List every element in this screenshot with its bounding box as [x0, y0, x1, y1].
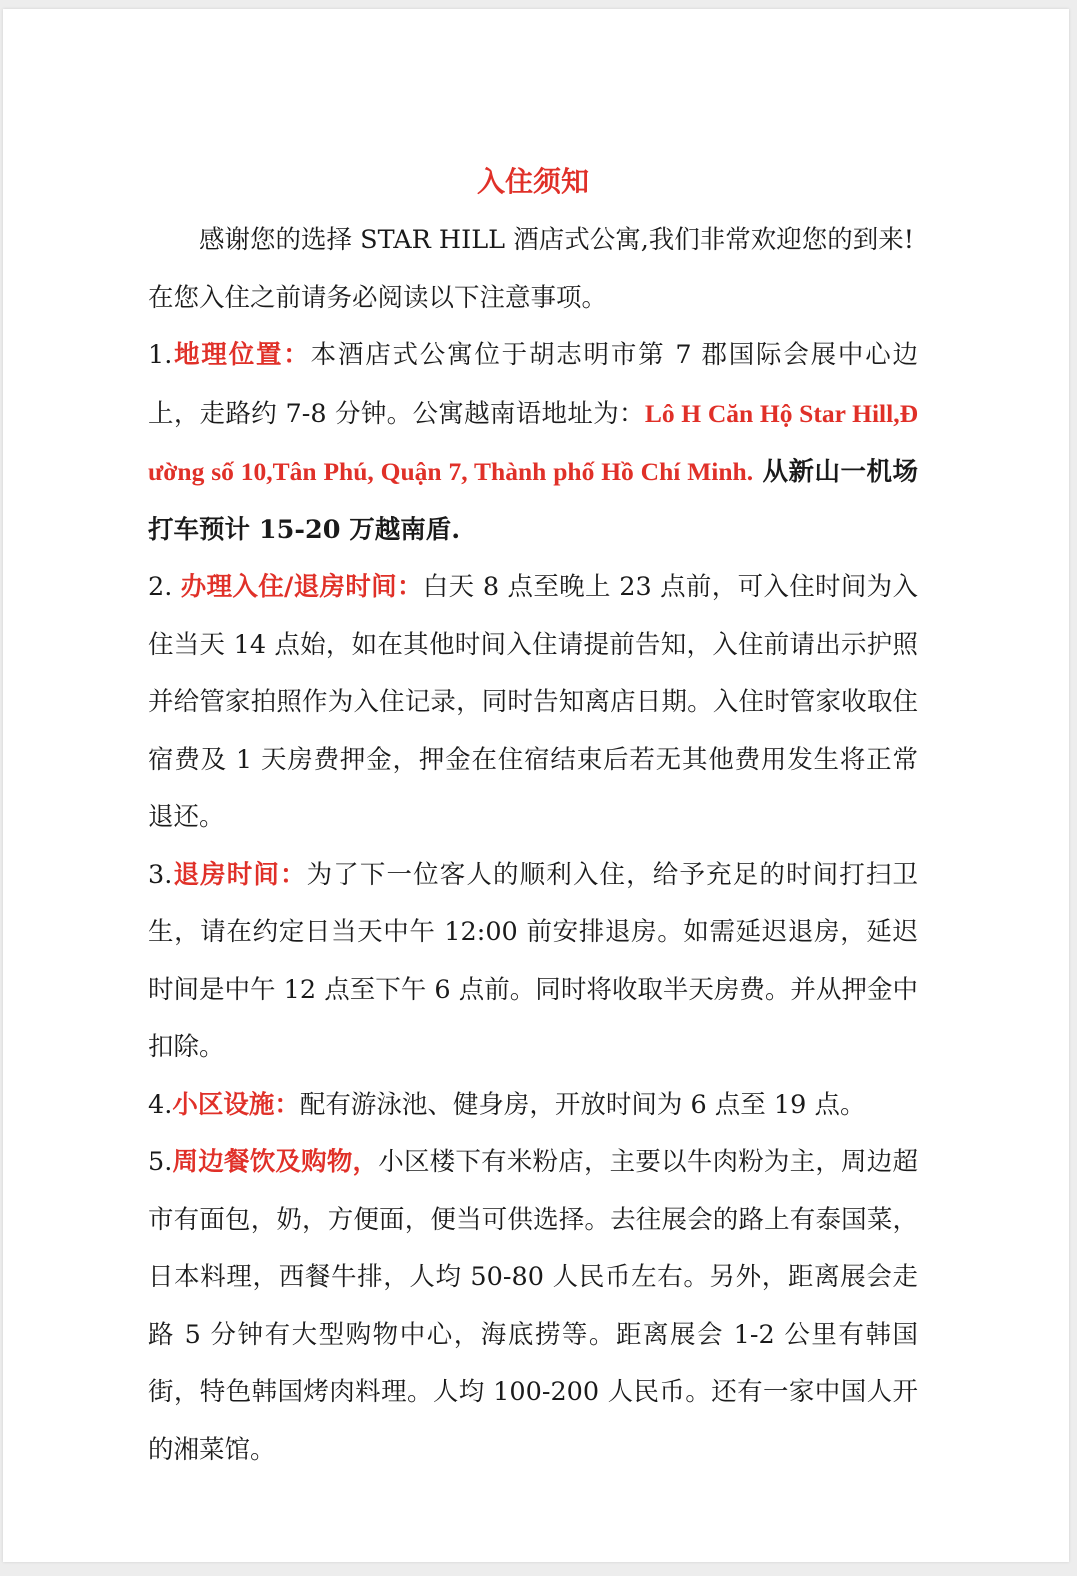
section-number: 1. — [148, 340, 173, 370]
section-dining-shopping — [148, 1134, 918, 1479]
section-text: 白天 8 点至晚上 23 点前，可入住时间为入住当天 14 点始，如在其他时间入住请提前告知，入住前请出示护照并给管家拍照作为入住记录，同时告知离店日期。入住时管家收取住宿费及 1 天房费押金，押金在住宿结束后若无其他费用发生将正常退还。 — [148, 572, 918, 832]
section-heading: 办理入住/退房时间： — [180, 572, 423, 602]
document-title: 入住须知 — [476, 165, 589, 198]
section-number: 4. — [148, 1089, 173, 1120]
section-location — [148, 327, 918, 559]
section-heading: 小区设施： — [172, 1089, 300, 1120]
section-text: 配有游泳池、健身房，开放时间为 6 点至 19 点。 — [299, 1089, 866, 1120]
section-heading: 地理位置： — [172, 340, 311, 370]
section-checkout-time — [148, 847, 918, 1077]
section-checkin-time — [148, 559, 918, 847]
section-heading: 周边餐饮及购物， — [172, 1147, 379, 1177]
vietnamese-address: Lô H Căn Hộ Star Hill,Đường số 10,Tân Phú, Quận 7, Thành phố Hồ Chí Minh. — [148, 398, 918, 486]
section-number: 3. — [148, 859, 173, 890]
taxi-fare-note: 从新山一机场打车预计 15-20 万越南盾. — [148, 457, 918, 545]
intro-line-1: 感谢您的选择 STAR HILL 酒店式公寓,我们非常欢迎您的到来! — [199, 225, 915, 255]
document-content — [148, 157, 918, 1479]
section-heading: 退房时间： — [172, 859, 307, 890]
document-page — [3, 9, 1069, 1562]
intro-line-2: 在您入住之前请务必阅读以下注意事项。 — [148, 282, 608, 313]
section-number: 2. — [148, 572, 181, 602]
section-text: 本酒店式公寓位于胡志明市第 7 郡国际会展中心边上，走路约 7-8 分钟。公寓越南语地址为： — [148, 340, 918, 429]
section-text: 小区楼下有米粉店，主要以牛肉粉为主，周边超市有面包，奶，方便面，便当可供选择。去往展会的路上有泰国菜，日本料理，西餐牛排，人均 50-80 人民币左右。另外，距离展会走路 5 分钟有大型购物中心，海底捞等。距离展会 1-2 公里有韩国街，特色韩国烤肉料理。人均 100-200 人民币。还有一家中国人开的湘菜馆。 — [148, 1147, 918, 1465]
section-facilities — [148, 1077, 918, 1135]
section-number: 5. — [148, 1147, 173, 1177]
section-text: 为了下一位客人的顺利入住，给予充足的时间打扫卫生，请在约定日当天中午 12:00 前安排退房。如需延迟退房，延迟时间是中午 12 点至下午 6 点前。同时将收取半天房费。并从押金中扣除。 — [148, 859, 918, 1062]
